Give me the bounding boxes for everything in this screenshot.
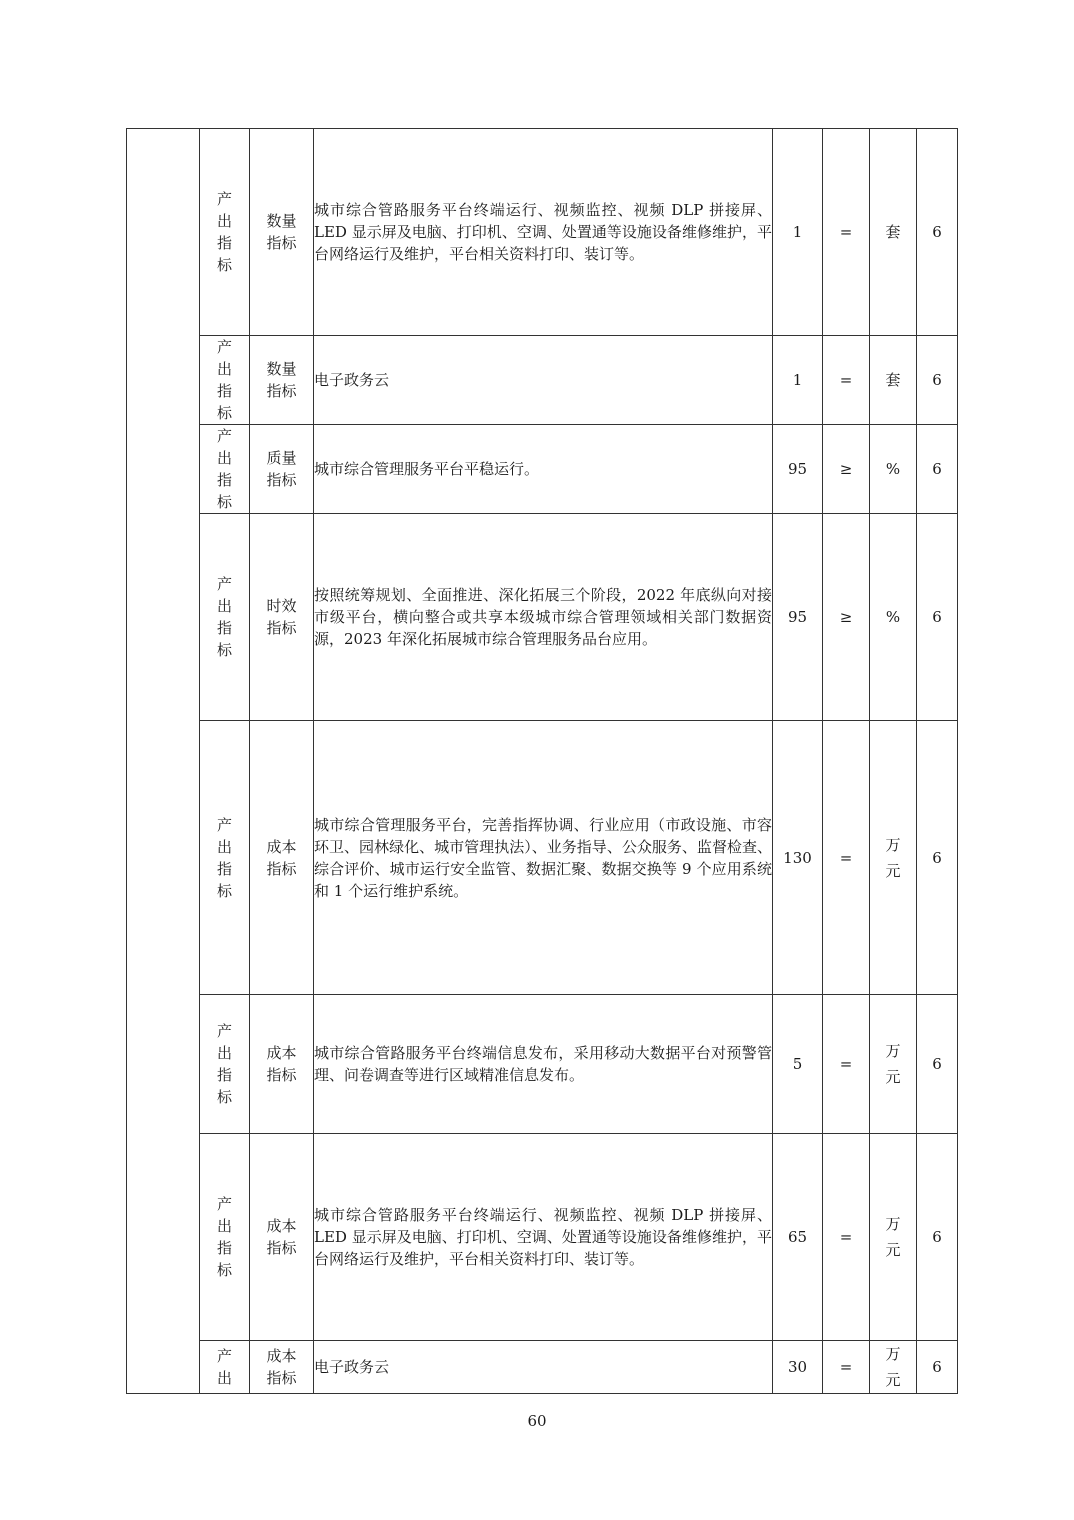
- target-value: 30: [773, 1341, 823, 1394]
- level2-indicator: 成本指标: [250, 1134, 314, 1341]
- target-value: 65: [773, 1134, 823, 1341]
- level1-indicator: 产出: [200, 1341, 250, 1394]
- measure-unit: 万元: [870, 995, 917, 1134]
- target-value: 1: [773, 129, 823, 336]
- weight-score: 6: [917, 336, 958, 425]
- table-row: [127, 425, 958, 514]
- level2-indicator: 成本指标: [250, 1341, 314, 1394]
- level2-indicator: 时效指标: [250, 514, 314, 721]
- level1-indicator: 产出指标: [200, 129, 250, 336]
- level2-indicator: 数量指标: [250, 336, 314, 425]
- level1-indicator: 产出指标: [200, 425, 250, 514]
- target-value: 130: [773, 721, 823, 995]
- target-value: 1: [773, 336, 823, 425]
- table-row: [127, 129, 958, 336]
- target-value: 95: [773, 514, 823, 721]
- table-row: [127, 995, 958, 1134]
- weight-score: 6: [917, 514, 958, 721]
- weight-score: 6: [917, 995, 958, 1134]
- indicator-content: 电子政务云: [314, 336, 773, 425]
- measure-unit: 万元: [870, 1134, 917, 1341]
- comparison-operator: =: [823, 1134, 870, 1341]
- indicator-content: 城市综合管路服务平台终端运行、视频监控、视频 DLP 拼接屏、LED 显示屏及电脑、打印机、空调、处置通等设施设备维修维护，平台网络运行及维护，平台相关资料打印、装订等。: [314, 1134, 773, 1341]
- measure-unit: 万元: [870, 1341, 917, 1394]
- comparison-operator: ≥: [823, 425, 870, 514]
- indicator-content: 城市综合管路服务平台终端运行、视频监控、视频 DLP 拼接屏、LED 显示屏及电脑、打印机、空调、处置通等设施设备维修维护，平台网络运行及维护，平台相关资料打印、装订等。: [314, 129, 773, 336]
- comparison-operator: =: [823, 129, 870, 336]
- weight-score: 6: [917, 1341, 958, 1394]
- comparison-operator: =: [823, 1341, 870, 1394]
- measure-unit: %: [870, 425, 917, 514]
- level2-indicator: 成本指标: [250, 995, 314, 1134]
- level1-indicator: 产出指标: [200, 721, 250, 995]
- level2-indicator: 质量指标: [250, 425, 314, 514]
- indicator-content: 城市综合管理服务平台平稳运行。: [314, 425, 773, 514]
- level2-indicator: 成本指标: [250, 721, 314, 995]
- level2-indicator: 数量指标: [250, 129, 314, 336]
- weight-score: 6: [917, 425, 958, 514]
- level1-indicator: 产出指标: [200, 336, 250, 425]
- measure-unit: %: [870, 514, 917, 721]
- indicator-content: 城市综合管理服务平台，完善指挥协调、行业应用（市政设施、市容环卫、园林绿化、城市管理执法）、业务指导、公众服务、监督检查、综合评价、城市运行安全监管、数据汇聚、数据交换等 9 个应用系统和 1 个运行维护系统。: [314, 721, 773, 995]
- performance-indicator-table: [126, 128, 958, 1394]
- table-row: [127, 1341, 958, 1394]
- target-value: 95: [773, 425, 823, 514]
- table-row: [127, 721, 958, 995]
- page-number: 60: [527, 1412, 547, 1430]
- comparison-operator: =: [823, 995, 870, 1134]
- measure-unit: 套: [870, 336, 917, 425]
- comparison-operator: =: [823, 721, 870, 995]
- indicator-content: 电子政务云: [314, 1341, 773, 1394]
- target-value: 5: [773, 995, 823, 1134]
- level1-indicator: 产出指标: [200, 514, 250, 721]
- indicator-content: 按照统筹规划、全面推进、深化拓展三个阶段，2022 年底纵向对接市级平台，横向整合或共享本级城市综合管理领域相关部门数据资源，2023 年深化拓展城市综合管理服务品台应用。: [314, 514, 773, 721]
- comparison-operator: =: [823, 336, 870, 425]
- weight-score: 6: [917, 1134, 958, 1341]
- measure-unit: 万元: [870, 721, 917, 995]
- level1-indicator: 产出指标: [200, 1134, 250, 1341]
- measure-unit: 套: [870, 129, 917, 336]
- indicator-content: 城市综合管路服务平台终端信息发布，采用移动大数据平台对预警管理、问卷调查等进行区域精准信息发布。: [314, 995, 773, 1134]
- weight-score: 6: [917, 721, 958, 995]
- table-row: [127, 336, 958, 425]
- table-row: [127, 514, 958, 721]
- weight-score: 6: [917, 129, 958, 336]
- comparison-operator: ≥: [823, 514, 870, 721]
- table-row: [127, 1134, 958, 1341]
- category-blank-cell: [127, 129, 200, 1394]
- level1-indicator: 产出指标: [200, 995, 250, 1134]
